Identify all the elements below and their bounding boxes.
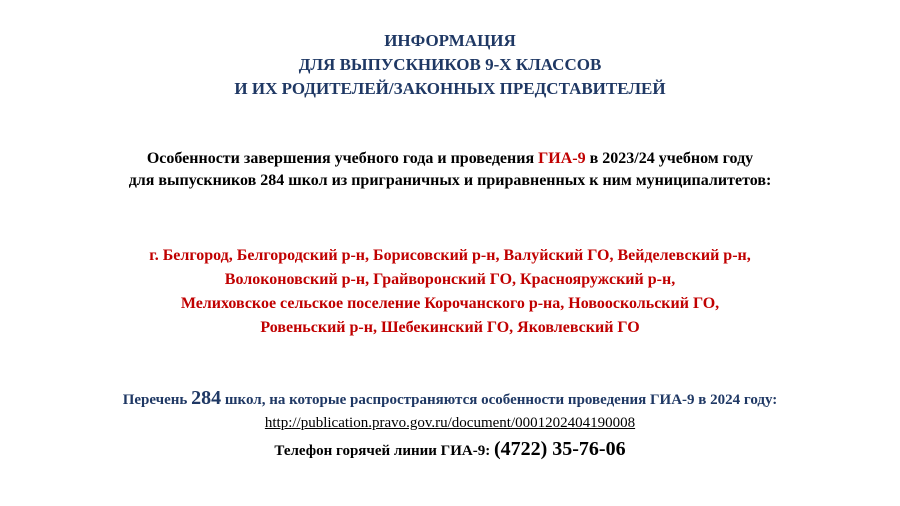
hotline-label: Телефон горячей линии ГИА-9:	[274, 443, 494, 459]
list-text-before: Перечень	[122, 392, 192, 408]
document-link-line	[0, 413, 900, 433]
subtitle-line-1	[0, 149, 900, 169]
schools-list-line	[0, 387, 900, 411]
municipalities-line-2: Волоконовский р-н, Грайворонский ГО, Краснояружский р-н,	[224, 271, 676, 288]
list-text-after: школ, на которые распространяются особенности проведения ГИА-9 в 2024 году:	[221, 392, 778, 408]
subtitle-text-after: в 2023/24 учебном году	[585, 150, 754, 167]
municipalities-line-4: Ровеньский р-н, Шебекинский ГО, Яковлевский ГО	[260, 319, 640, 336]
document-link[interactable]: http://publication.pravo.gov.ru/document/0001202404190008	[264, 415, 636, 431]
heading-line-2: ДЛЯ ВЫПУСКНИКОВ 9-Х КЛАССОВ	[298, 55, 602, 74]
hotline-line	[0, 437, 900, 463]
gia-accent-label: ГИА-9	[538, 150, 586, 167]
municipalities-line-1: г. Белгород, Белгородский р-н, Борисовский р-н, Валуйский ГО, Вейделевский р-н,	[149, 247, 751, 264]
hotline-number: (4722) 35-76-06	[493, 438, 626, 460]
subtitle-line-2: для выпускников 284 школ из приграничных и приравненных к ним муниципалитетов:	[128, 172, 772, 189]
municipalities-line-3: Мелиховское сельское поселение Корочанского р-на, Новооскольский ГО,	[180, 295, 720, 312]
subtitle-text-before: Особенности завершения учебного года и проведения	[146, 150, 539, 167]
heading-line-3: И ИХ РОДИТЕЛЕЙ/ЗАКОННЫХ ПРЕДСТАВИТЕЛЕЙ	[234, 79, 666, 98]
schools-count: 284	[191, 387, 222, 409]
heading-line-1: ИНФОРМАЦИЯ	[384, 31, 516, 50]
